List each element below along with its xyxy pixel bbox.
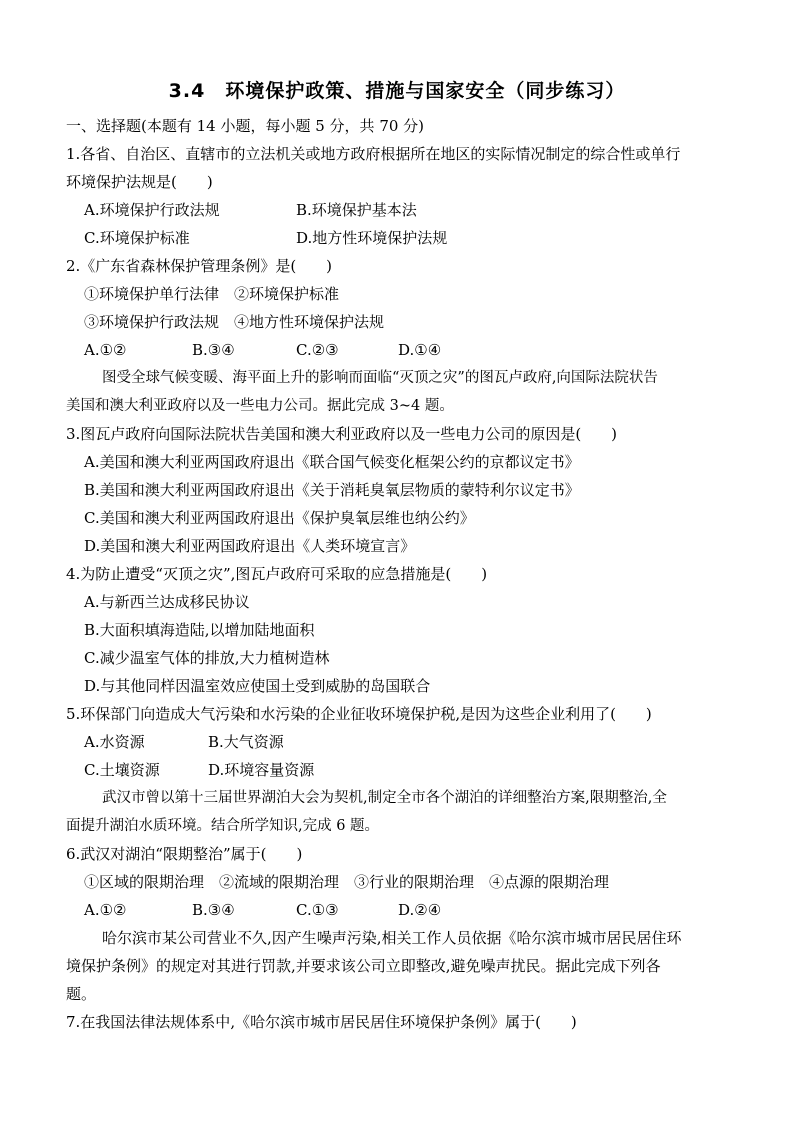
question-6-option-d: D.②④ <box>398 901 442 919</box>
material-3-line3: 题。 <box>66 985 97 1003</box>
question-1-option-d: D.地方性环境保护法规 <box>296 229 448 247</box>
question-2-option-d: D.①④ <box>398 341 442 359</box>
question-4-option-b: B.大面积填海造陆,以增加陆地面积 <box>84 621 315 639</box>
question-4-option-a: A.与新西兰达成移民协议 <box>84 593 250 611</box>
question-1-option-b: B.环境保护基本法 <box>296 201 417 219</box>
question-2-statements-1-2: ①环境保护单行法律 ②环境保护标准 <box>84 285 340 303</box>
page-title: 3.4 环境保护政策、措施与国家安全（同步练习） <box>168 80 626 102</box>
question-4-option-c: C.减少温室气体的排放,大力植树造林 <box>84 649 330 667</box>
question-3-stem: 3.图瓦卢政府向国际法院状告美国和澳大利亚政府以及一些电力公司的原因是( ) <box>66 425 618 443</box>
question-6-statements: ①区域的限期治理 ②流域的限期治理 ③行业的限期治理 ④点源的限期治理 <box>84 873 610 891</box>
question-2-stem: 2.《广东省森林保护管理条例》是( ) <box>66 257 333 275</box>
question-1-stem-line2: 环境保护法规是( ) <box>66 173 213 191</box>
question-6-option-c: C.①③ <box>296 901 339 919</box>
material-3-line2: 境保护条例》的规定对其进行罚款,并要求该公司立即整改,避免噪声扰民。据此完成下列各 <box>66 957 661 975</box>
question-4-stem: 4.为防止遭受“灭顶之灾”,图瓦卢政府可采取的应急措施是( ) <box>66 565 488 583</box>
question-5-option-c: C.土壤资源 <box>84 761 160 779</box>
question-2-option-a: A.①② <box>84 341 127 359</box>
material-3-line1: 哈尔滨市某公司营业不久,因产生噪声污染,相关工作人员依据《哈尔滨市城市居民居住环 <box>102 929 682 947</box>
question-2-option-c: C.②③ <box>296 341 339 359</box>
question-3-option-b: B.美国和澳大利亚两国政府退出《关于消耗臭氧层物质的蒙特利尔议定书》 <box>84 481 580 499</box>
question-4-option-d: D.与其他同样因温室效应使国土受到威胁的岛国联合 <box>84 677 431 695</box>
section-heading: 一、选择题(本题有 14 小题，每小题 5 分，共 70 分) <box>66 117 425 135</box>
question-1-option-c: C.环境保护标准 <box>84 229 190 247</box>
question-2-statements-3-4: ③环境保护行政法规 ④地方性环境保护法规 <box>84 313 385 331</box>
material-1-line2: 美国和澳大利亚政府以及一些电力公司。据此完成 3~4 题。 <box>66 398 454 414</box>
question-3-option-d: D.美国和澳大利亚两国政府退出《人类环境宣言》 <box>84 537 416 555</box>
question-1-option-a: A.环境保护行政法规 <box>84 201 220 219</box>
question-6-option-b: B.③④ <box>192 901 235 919</box>
question-5-option-d: D.环境容量资源 <box>208 761 315 779</box>
material-2-line1: 武汉市曾以第十三届世界湖泊大会为契机,制定全市各个湖泊的详细整治方案,限期整治,全 <box>102 790 667 806</box>
question-7-stem: 7.在我国法律法规体系中,《哈尔滨市城市居民居住环境保护条例》属于( ) <box>66 1013 577 1031</box>
question-3-option-c: C.美国和澳大利亚两国政府退出《保护臭氧层维也纳公约》 <box>84 509 475 527</box>
question-5-option-a: A.水资源 <box>84 733 145 751</box>
material-2-line2: 面提升湖泊水质环境。结合所学知识,完成 6 题。 <box>66 818 380 834</box>
question-1-stem-line1: 1.各省、自治区、直辖市的立法机关或地方政府根据所在地区的实际情况制定的综合性或单行 <box>66 145 681 163</box>
question-5-stem: 5.环保部门向造成大气污染和水污染的企业征收环境保护税,是因为这些企业利用了( ) <box>66 705 652 723</box>
material-1-line1: 图受全球气候变暖、海平面上升的影响而面临“灭顶之灾”的图瓦卢政府,向国际法院状告 <box>102 370 658 386</box>
question-6-option-a: A.①② <box>84 901 127 919</box>
question-6-stem: 6.武汉对湖泊“限期整治”属于( ) <box>66 845 303 863</box>
question-3-option-a: A.美国和澳大利亚两国政府退出《联合国气候变化框架公约的京都议定书》 <box>84 453 580 471</box>
question-2-option-b: B.③④ <box>192 341 235 359</box>
question-5-option-b: B.大气资源 <box>208 733 284 751</box>
